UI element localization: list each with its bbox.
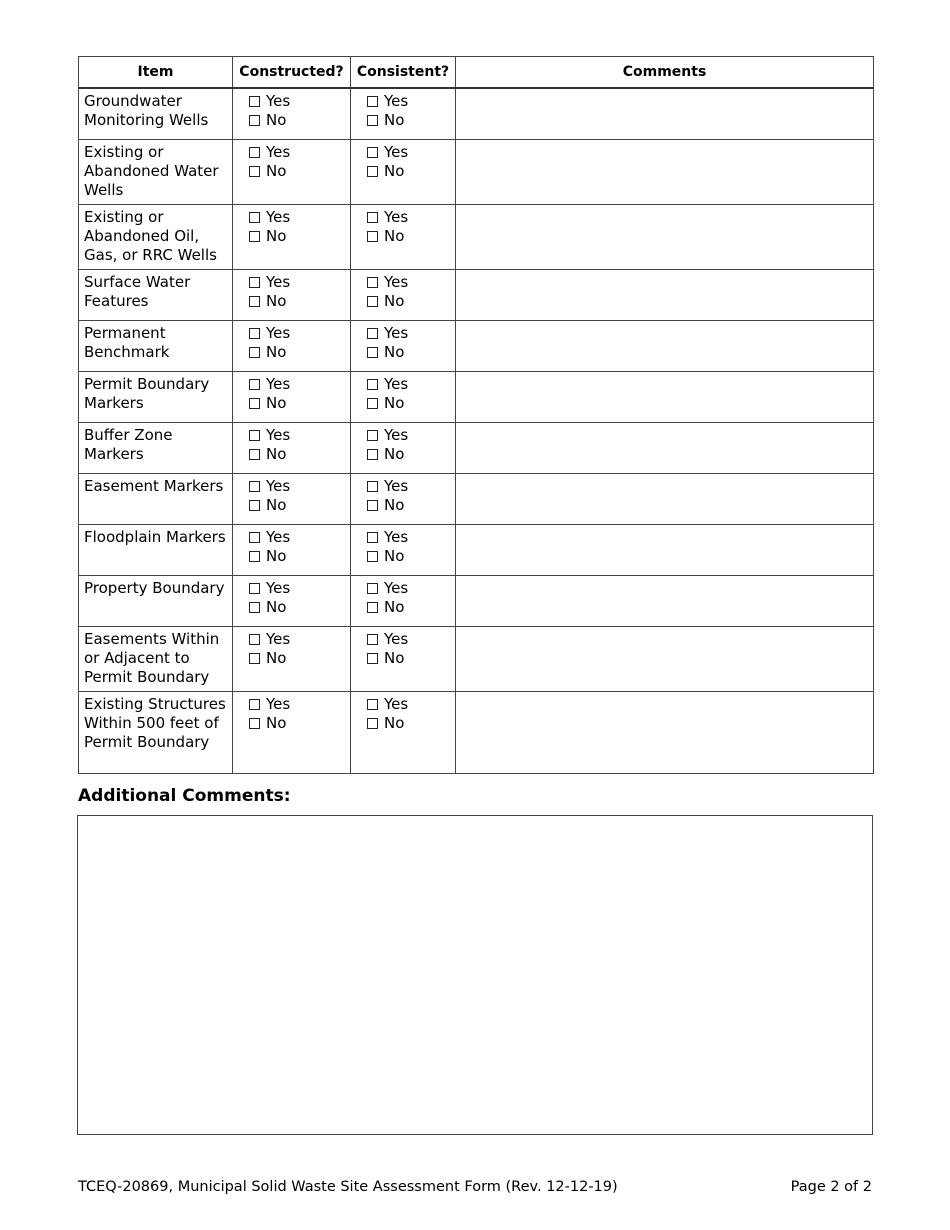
table-row	[79, 524, 874, 575]
item-label: Existing or Abandoned Oil, Gas, or RRC Wells	[79, 204, 233, 269]
constructed-yes-option[interactable]	[249, 695, 346, 714]
consistent-no-option[interactable]	[367, 162, 451, 181]
consistent-no-label: No	[384, 597, 405, 616]
constructed-choices	[233, 422, 351, 473]
constructed-yes-label: Yes	[266, 694, 291, 713]
constructed-no-label: No	[266, 648, 287, 667]
constructed-choices	[233, 626, 351, 691]
consistent-no-label: No	[384, 648, 405, 667]
constructed-yes-label: Yes	[266, 142, 291, 161]
consistent-no-label: No	[384, 546, 405, 565]
checkbox-icon[interactable]	[249, 602, 260, 613]
constructed-choices	[233, 524, 351, 575]
table-row	[79, 473, 874, 524]
consistent-yes-label: Yes	[384, 272, 409, 291]
consistent-yes-label: Yes	[384, 694, 409, 713]
consistent-no-label: No	[384, 713, 405, 732]
constructed-choices	[233, 139, 351, 204]
checkbox-icon[interactable]	[367, 231, 378, 242]
constructed-no-label: No	[266, 342, 287, 361]
comment-field[interactable]	[456, 371, 874, 422]
checkbox-icon[interactable]	[249, 296, 260, 307]
additional-comments-title: Additional Comments:	[78, 786, 291, 806]
constructed-yes-option[interactable]	[249, 143, 346, 162]
consistent-no-option[interactable]	[367, 292, 451, 311]
checkbox-icon[interactable]	[367, 449, 378, 460]
constructed-no-label: No	[266, 597, 287, 616]
consistent-yes-option[interactable]	[367, 695, 451, 714]
consistent-no-option[interactable]	[367, 227, 451, 246]
constructed-yes-option[interactable]	[249, 375, 346, 394]
constructed-no-option[interactable]	[249, 394, 346, 413]
item-label: Property Boundary	[79, 575, 233, 626]
constructed-no-option[interactable]	[249, 649, 346, 668]
consistent-choices	[351, 371, 456, 422]
checkbox-icon[interactable]	[367, 551, 378, 562]
constructed-no-option[interactable]	[249, 111, 346, 130]
constructed-no-label: No	[266, 495, 287, 514]
constructed-no-option[interactable]	[249, 598, 346, 617]
consistent-yes-option[interactable]	[367, 579, 451, 598]
item-label: Existing Structures Within 500 feet of Permit Boundary	[79, 691, 233, 773]
constructed-choices	[233, 371, 351, 422]
consistent-yes-option[interactable]	[367, 426, 451, 445]
constructed-no-label: No	[266, 226, 287, 245]
checkbox-icon[interactable]	[249, 231, 260, 242]
constructed-choices	[233, 269, 351, 320]
consistent-no-label: No	[384, 111, 405, 129]
table-header-row	[79, 57, 874, 89]
consistent-no-label: No	[384, 342, 405, 361]
table-row	[79, 422, 874, 473]
constructed-yes-label: Yes	[266, 323, 291, 342]
consistent-no-option[interactable]	[367, 394, 451, 413]
table-row	[79, 691, 874, 773]
constructed-no-label: No	[266, 161, 287, 180]
consistent-choices	[351, 88, 456, 139]
constructed-choices	[233, 575, 351, 626]
constructed-no-label: No	[266, 111, 287, 129]
checkbox-icon[interactable]	[249, 718, 260, 729]
item-label: Permit Boundary Markers	[79, 371, 233, 422]
consistent-yes-option[interactable]	[367, 477, 451, 496]
constructed-no-option[interactable]	[249, 714, 346, 733]
consistent-choices	[351, 320, 456, 371]
checkbox-icon[interactable]	[367, 212, 378, 223]
checkbox-icon[interactable]	[249, 653, 260, 664]
comment-field[interactable]	[456, 88, 874, 139]
comment-field[interactable]	[456, 524, 874, 575]
consistent-choices	[351, 139, 456, 204]
checkbox-icon[interactable]	[249, 398, 260, 409]
checkbox-icon[interactable]	[249, 115, 260, 126]
item-label: Buffer Zone Markers	[79, 422, 233, 473]
consistent-yes-label: Yes	[384, 527, 409, 546]
consistent-choices	[351, 575, 456, 626]
table-row	[79, 626, 874, 691]
item-label: Floodplain Markers	[79, 524, 233, 575]
checkbox-icon[interactable]	[367, 634, 378, 645]
item-label: Easement Markers	[79, 473, 233, 524]
item-label: Existing or Abandoned Water Wells	[79, 139, 233, 204]
checkbox-icon[interactable]	[367, 398, 378, 409]
consistent-no-option[interactable]	[367, 598, 451, 617]
checkbox-icon[interactable]	[367, 379, 378, 390]
consistent-choices	[351, 473, 456, 524]
checkbox-icon[interactable]	[367, 277, 378, 288]
table-row	[79, 88, 874, 139]
table-row	[79, 269, 874, 320]
constructed-no-option[interactable]	[249, 445, 346, 464]
constructed-yes-option[interactable]	[249, 92, 346, 111]
constructed-yes-option[interactable]	[249, 528, 346, 547]
table-body	[79, 88, 874, 773]
constructed-yes-option[interactable]	[249, 208, 346, 227]
checkbox-icon[interactable]	[249, 699, 260, 710]
checkbox-icon[interactable]	[249, 347, 260, 358]
checkbox-icon[interactable]	[249, 277, 260, 288]
constructed-yes-label: Yes	[266, 92, 291, 110]
consistent-no-option[interactable]	[367, 649, 451, 668]
table-row	[79, 139, 874, 204]
consistent-yes-label: Yes	[384, 476, 409, 495]
consistent-yes-option[interactable]	[367, 273, 451, 292]
consistent-yes-label: Yes	[384, 374, 409, 393]
header-item: Item	[79, 57, 233, 89]
comment-field[interactable]	[456, 575, 874, 626]
checkbox-icon[interactable]	[249, 147, 260, 158]
consistent-no-option[interactable]	[367, 343, 451, 362]
constructed-yes-option[interactable]	[249, 630, 346, 649]
constructed-yes-label: Yes	[266, 476, 291, 495]
consistent-yes-option[interactable]	[367, 92, 451, 111]
consistent-no-label: No	[384, 291, 405, 310]
constructed-no-label: No	[266, 444, 287, 463]
constructed-yes-option[interactable]	[249, 477, 346, 496]
consistent-no-option[interactable]	[367, 496, 451, 515]
constructed-yes-label: Yes	[266, 578, 291, 597]
constructed-choices	[233, 204, 351, 269]
consistent-no-label: No	[384, 226, 405, 245]
consistent-choices	[351, 691, 456, 773]
checkbox-icon[interactable]	[249, 532, 260, 543]
assessment-table	[78, 56, 874, 774]
consistent-no-label: No	[384, 495, 405, 514]
table-row	[79, 371, 874, 422]
checkbox-icon[interactable]	[249, 379, 260, 390]
consistent-no-option[interactable]	[367, 547, 451, 566]
consistent-no-label: No	[384, 444, 405, 463]
checkbox-icon[interactable]	[249, 583, 260, 594]
constructed-yes-option[interactable]	[249, 273, 346, 292]
checkbox-icon[interactable]	[367, 718, 378, 729]
checkbox-icon[interactable]	[367, 166, 378, 177]
checkbox-icon[interactable]	[367, 328, 378, 339]
checkbox-icon[interactable]	[367, 347, 378, 358]
comment-field[interactable]	[456, 139, 874, 204]
constructed-choices	[233, 88, 351, 139]
comment-field[interactable]	[456, 626, 874, 691]
comment-field[interactable]	[456, 320, 874, 371]
consistent-yes-label: Yes	[384, 578, 409, 597]
constructed-no-label: No	[266, 393, 287, 412]
consistent-choices	[351, 524, 456, 575]
consistent-yes-label: Yes	[384, 92, 409, 110]
constructed-yes-option[interactable]	[249, 324, 346, 343]
consistent-no-option[interactable]	[367, 111, 451, 130]
checkbox-icon[interactable]	[249, 481, 260, 492]
footer-form-id: TCEQ-20869, Municipal Solid Waste Site Assessment Form (Rev. 12-12-19)	[78, 1179, 618, 1195]
header-comments: Comments	[456, 57, 874, 89]
constructed-no-option[interactable]	[249, 343, 346, 362]
checkbox-icon[interactable]	[367, 583, 378, 594]
constructed-choices	[233, 691, 351, 773]
constructed-choices	[233, 473, 351, 524]
checkbox-icon[interactable]	[249, 449, 260, 460]
item-label: Permanent Benchmark	[79, 320, 233, 371]
item-label: Groundwater Monitoring Wells	[79, 88, 233, 139]
consistent-no-option[interactable]	[367, 445, 451, 464]
table-row	[79, 204, 874, 269]
consistent-yes-option[interactable]	[367, 375, 451, 394]
comment-field[interactable]	[456, 204, 874, 269]
constructed-yes-option[interactable]	[249, 426, 346, 445]
consistent-choices	[351, 422, 456, 473]
constructed-yes-label: Yes	[266, 272, 291, 291]
checkbox-icon[interactable]	[367, 430, 378, 441]
consistent-yes-option[interactable]	[367, 143, 451, 162]
checkbox-icon[interactable]	[367, 481, 378, 492]
constructed-yes-label: Yes	[266, 425, 291, 444]
checkbox-icon[interactable]	[249, 500, 260, 511]
checkbox-icon[interactable]	[367, 500, 378, 511]
constructed-no-label: No	[266, 291, 287, 310]
consistent-choices	[351, 204, 456, 269]
table-row	[79, 320, 874, 371]
checkbox-icon[interactable]	[367, 699, 378, 710]
constructed-choices	[233, 320, 351, 371]
constructed-yes-label: Yes	[266, 527, 291, 546]
consistent-no-label: No	[384, 161, 405, 180]
constructed-yes-label: Yes	[266, 629, 291, 648]
constructed-no-option[interactable]	[249, 496, 346, 515]
constructed-no-option[interactable]	[249, 547, 346, 566]
consistent-yes-option[interactable]	[367, 208, 451, 227]
table-row	[79, 575, 874, 626]
constructed-no-label: No	[266, 546, 287, 565]
constructed-yes-label: Yes	[266, 207, 291, 226]
consistent-choices	[351, 626, 456, 691]
checkbox-icon[interactable]	[249, 551, 260, 562]
consistent-yes-label: Yes	[384, 142, 409, 161]
consistent-yes-label: Yes	[384, 425, 409, 444]
consistent-no-label: No	[384, 393, 405, 412]
consistent-choices	[351, 269, 456, 320]
checkbox-icon[interactable]	[367, 147, 378, 158]
consistent-yes-label: Yes	[384, 207, 409, 226]
header-consistent: Consistent?	[351, 57, 456, 89]
constructed-no-option[interactable]	[249, 162, 346, 181]
constructed-no-option[interactable]	[249, 227, 346, 246]
item-label: Easements Within or Adjacent to Permit Boundary	[79, 626, 233, 691]
footer-page-number: Page 2 of 2	[790, 1179, 872, 1195]
constructed-yes-option[interactable]	[249, 579, 346, 598]
constructed-no-label: No	[266, 713, 287, 732]
checkbox-icon[interactable]	[367, 602, 378, 613]
checkbox-icon[interactable]	[249, 96, 260, 107]
consistent-yes-option[interactable]	[367, 528, 451, 547]
additional-comments-field[interactable]	[77, 815, 873, 1135]
header-constructed: Constructed?	[233, 57, 351, 89]
checkbox-icon[interactable]	[249, 328, 260, 339]
checkbox-icon[interactable]	[367, 653, 378, 664]
consistent-no-option[interactable]	[367, 714, 451, 733]
checkbox-icon[interactable]	[367, 115, 378, 126]
comment-field[interactable]	[456, 269, 874, 320]
checkbox-icon[interactable]	[367, 532, 378, 543]
checkbox-icon[interactable]	[249, 634, 260, 645]
constructed-no-option[interactable]	[249, 292, 346, 311]
checkbox-icon[interactable]	[367, 296, 378, 307]
consistent-yes-label: Yes	[384, 629, 409, 648]
comment-field[interactable]	[456, 422, 874, 473]
constructed-yes-label: Yes	[266, 374, 291, 393]
comment-field[interactable]	[456, 691, 874, 773]
checkbox-icon[interactable]	[249, 212, 260, 223]
item-label: Surface Water Features	[79, 269, 233, 320]
consistent-yes-option[interactable]	[367, 630, 451, 649]
checkbox-icon[interactable]	[249, 430, 260, 441]
comment-field[interactable]	[456, 473, 874, 524]
consistent-yes-label: Yes	[384, 323, 409, 342]
checkbox-icon[interactable]	[249, 166, 260, 177]
checkbox-icon[interactable]	[367, 96, 378, 107]
consistent-yes-option[interactable]	[367, 324, 451, 343]
